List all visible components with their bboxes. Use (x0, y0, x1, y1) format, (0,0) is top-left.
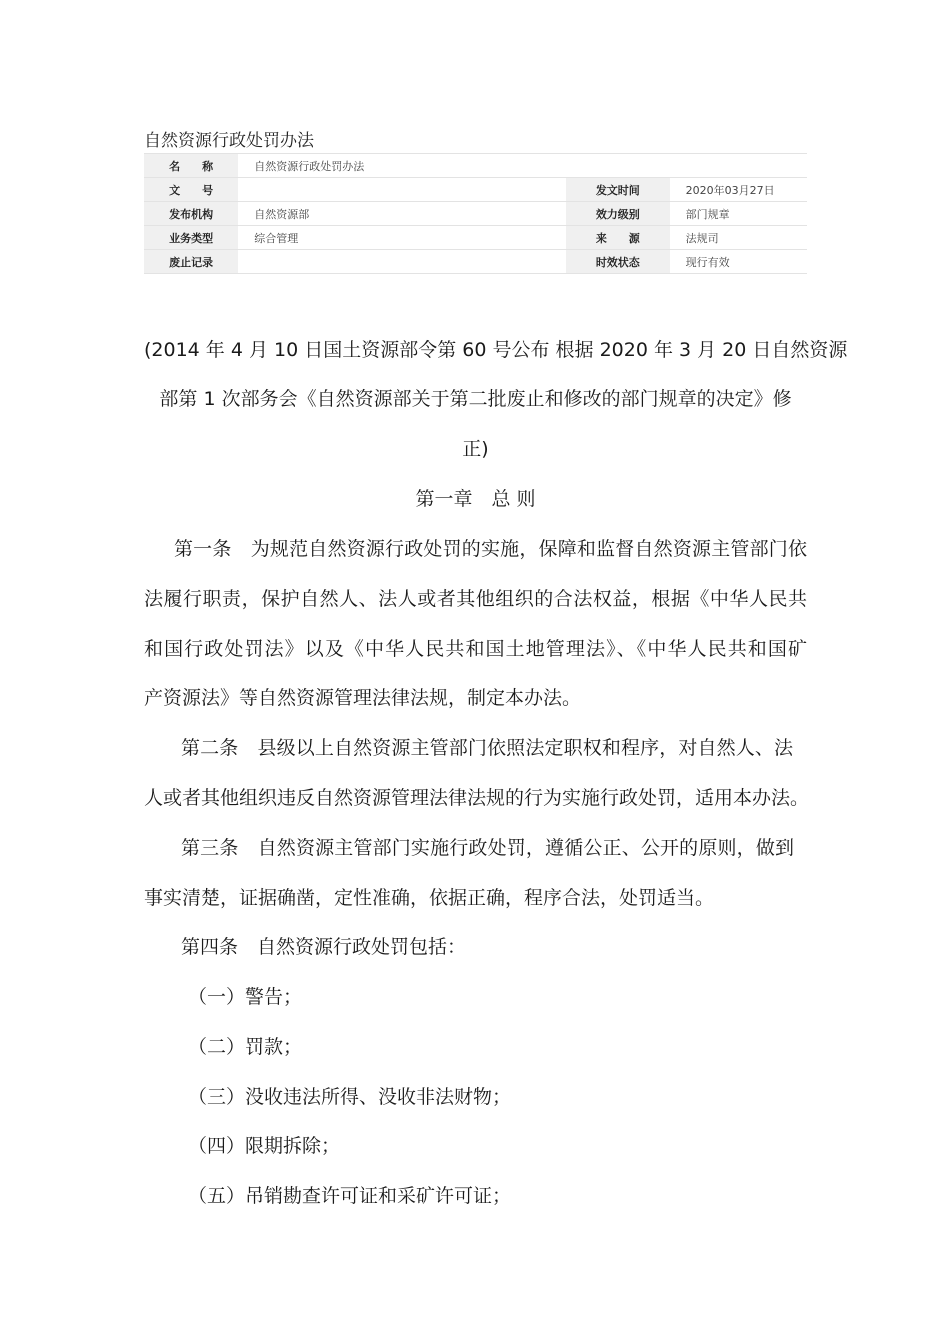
table-row (144, 202, 807, 226)
name-label: 名 称 (144, 154, 238, 178)
article-1-line: 产资源法》等自然资源管理法律法规，制定本办法。 (144, 687, 582, 709)
issue-date-value: 2020年03月27日 (670, 178, 807, 202)
preamble-line: 正) (462, 438, 489, 460)
article-1-line: 和国行政处罚法》以及《中华人民共和国土地管理法》、《中华人民共和国矿 (144, 638, 807, 660)
docno-value (238, 178, 566, 202)
article-1-line: 法履行职责，保护自然人、法人或者其他组织的合法权益，根据《中华人民共 (144, 588, 807, 610)
issuer-value: 自然资源部 (238, 202, 566, 226)
preamble-line: (2014 年 4 月 10 日国土资源部令第 60 号公布 根据 2020 年 3 月 20 日自然资源 (144, 339, 848, 361)
level-label: 效力级别 (566, 202, 670, 226)
list-item: （一）警告； (188, 986, 303, 1008)
type-value: 综合管理 (238, 226, 566, 250)
docno-label: 文 号 (144, 178, 238, 202)
document-title: 自然资源行政处罚办法 (144, 131, 314, 151)
source-label: 来 源 (566, 226, 670, 250)
repeal-label: 废止记录 (144, 250, 238, 274)
list-item: （五）吊销勘查许可证和采矿许可证； (188, 1185, 512, 1207)
table-row (144, 250, 807, 274)
article-2-line: 人或者其他组织违反自然资源管理法律法规的行为实施行政处罚，适用本办法。 (144, 787, 810, 809)
metadata-table (144, 153, 807, 274)
table-row (144, 226, 807, 250)
type-label: 业务类型 (144, 226, 238, 250)
chapter-heading: 第一章 总 则 (415, 488, 536, 510)
table-row (144, 154, 807, 178)
repeal-value (238, 250, 566, 274)
status-label: 时效状态 (566, 250, 670, 274)
list-item: （四）限期拆除； (188, 1135, 341, 1157)
source-value: 法规司 (670, 226, 807, 250)
table-row (144, 178, 807, 202)
article-1-line: 第一条 为规范自然资源行政处罚的实施，保障和监督自然资源主管部门依 (174, 538, 807, 560)
name-value: 自然资源行政处罚办法 (238, 154, 807, 178)
list-item: （三）没收违法所得、没收非法财物； (188, 1086, 512, 1108)
list-item: （二）罚款； (188, 1036, 303, 1058)
article-4-line: 第四条 自然资源行政处罚包括： (181, 936, 467, 958)
preamble-line: 部第 1 次部务会《自然资源部关于第二批废止和修改的部门规章的决定》修 (159, 388, 792, 410)
level-value: 部门规章 (670, 202, 807, 226)
issue-date-label: 发文时间 (566, 178, 670, 202)
status-value: 现行有效 (670, 250, 807, 274)
article-2-line: 第二条 县级以上自然资源主管部门依照法定职权和程序，对自然人、法 (181, 737, 793, 759)
article-3-line: 事实清楚，证据确凿，定性准确，依据正确，程序合法，处罚适当。 (144, 887, 715, 909)
article-3-line: 第三条 自然资源主管部门实施行政处罚，遵循公正、公开的原则，做到 (181, 837, 794, 859)
issuer-label: 发布机构 (144, 202, 238, 226)
